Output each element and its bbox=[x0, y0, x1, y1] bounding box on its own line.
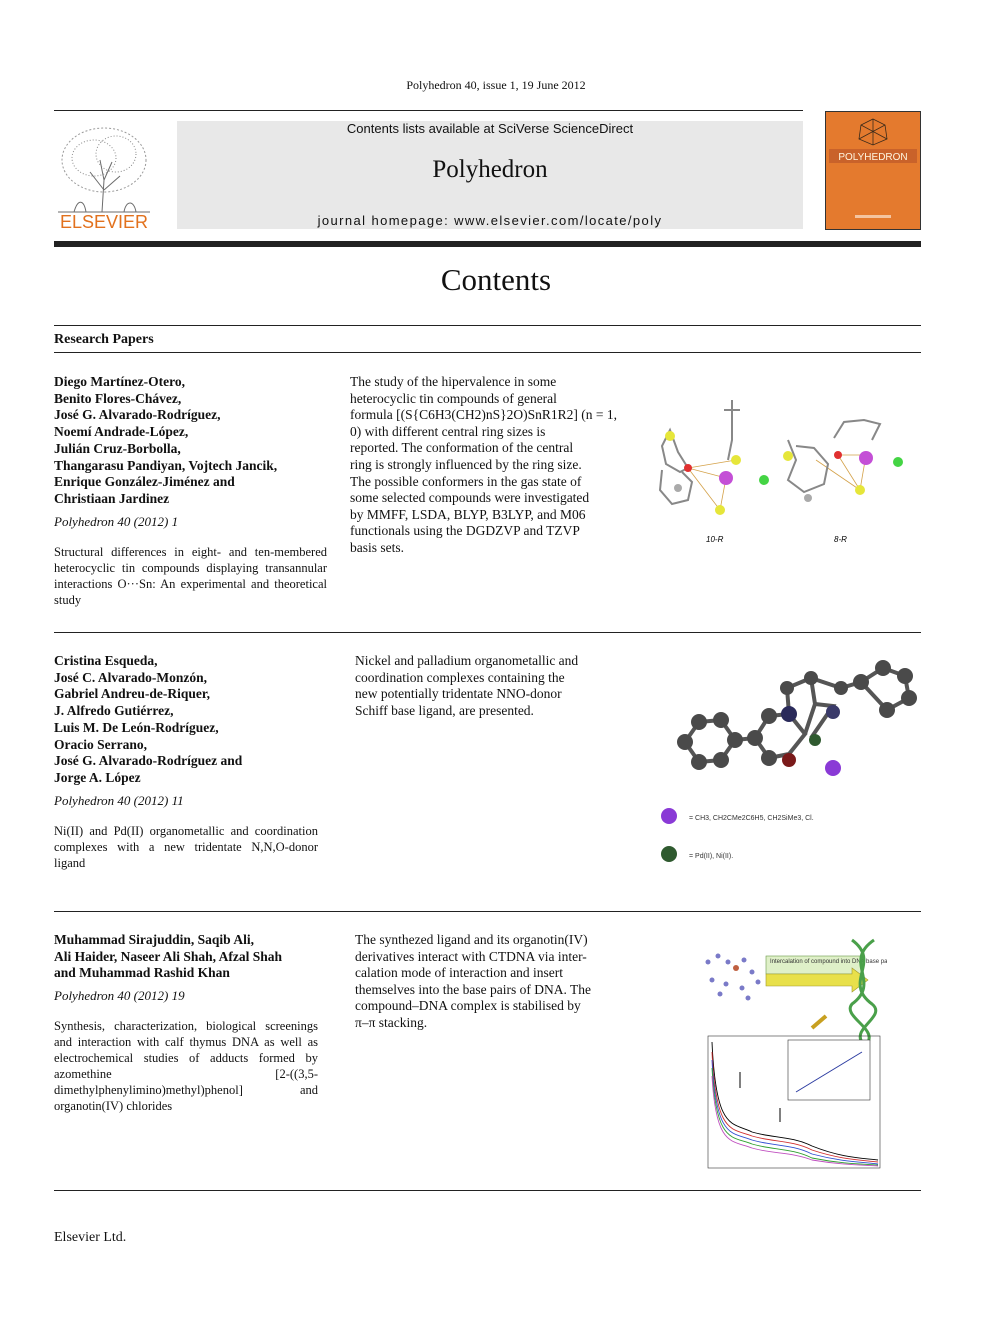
header-thick-rule bbox=[54, 241, 921, 247]
paper-3-graphical-abstract bbox=[692, 932, 887, 1172]
figure-label: 8-R bbox=[834, 535, 847, 544]
author[interactable]: Gabriel Andreu-de-Riquer, bbox=[54, 686, 211, 702]
author[interactable]: Oracio Serrano, bbox=[54, 736, 147, 752]
paper-3-meta bbox=[54, 932, 334, 1114]
paper-1-abstract: The study of the hipervalence in some heterocyclic tin compounds of general formula [(S{C6H3(CH2)nS}2O)SnR1R2] (n = 1, 0) with different central ring sizes is reported. The conformation of the central ring is strongly influenced by the ring size. The possible conformers in the gas state of some selected compounds were investigated by MMFF, LSDA, BLYP, B3LYP, and M06 functionals using the DGDZVP and TZVP basis sets. bbox=[350, 374, 617, 555]
section-rule-bottom bbox=[54, 352, 921, 353]
author[interactable]: José G. Alvarado-Rodríguez, bbox=[54, 407, 221, 423]
paper-1-meta bbox=[54, 374, 334, 608]
issue-line: Polyhedron 40, issue 1, 19 June 2012 bbox=[406, 78, 586, 92]
elsevier-logo bbox=[54, 120, 154, 230]
section-rule-top bbox=[54, 325, 921, 326]
availability-text: Contents lists available at SciVerse ScienceDirect bbox=[346, 121, 634, 136]
journal-title: Polyhedron bbox=[432, 156, 548, 183]
paper-2-graphical-abstract bbox=[655, 650, 920, 865]
author[interactable]: Julián Cruz-Borbolla, bbox=[54, 440, 181, 456]
tree-logo-icon bbox=[54, 120, 154, 230]
author[interactable]: and Muhammad Rashid Khan bbox=[54, 965, 230, 981]
header-rule bbox=[54, 110, 803, 111]
paper-3-reference[interactable]: Polyhedron 40 (2012) 19 bbox=[54, 988, 185, 1004]
author[interactable]: Noemí Andrade-López, bbox=[54, 424, 189, 440]
author[interactable]: Christiaan Jardinez bbox=[54, 490, 170, 506]
paper-3-abstract: The synthezed ligand and its organotin(IV) derivatives interact with CTDNA via inter- calation mode of interaction and insert themselves into the base pairs of DNA. The compound–DNA complex is stabilised by π–π stacking. bbox=[355, 932, 591, 1030]
paper-3-title[interactable]: Synthesis, characterization, biological screenings and interaction with calf thymus DNA as well as electrochemical studies of adducts formed by azomethine [2-((3,5-dimethylphenylimino)methyl)phenol] and organotin(IV) chlorides bbox=[54, 1019, 318, 1114]
author[interactable]: J. Alfredo Gutiérrez, bbox=[54, 703, 174, 719]
atom-markers bbox=[677, 660, 917, 776]
paper-3-authors bbox=[54, 932, 334, 982]
dna-helix-icon bbox=[850, 940, 876, 1042]
footer-publisher: Elsevier Ltd. bbox=[54, 1230, 127, 1245]
paper-2-reference[interactable]: Polyhedron 40 (2012) 11 bbox=[54, 792, 184, 808]
author[interactable]: Cristina Esqueda, bbox=[54, 653, 158, 668]
paper-1-authors bbox=[54, 374, 334, 508]
figure-label: 10-R bbox=[706, 535, 724, 544]
paper-2-meta bbox=[54, 653, 334, 871]
paper-2-title[interactable]: Ni(II) and Pd(II) organometallic and coordination complexes with a new tridentate N,N,O-donor ligand bbox=[54, 823, 318, 870]
paper-divider bbox=[54, 632, 921, 633]
cover-title: POLYHEDRON bbox=[838, 152, 908, 163]
author[interactable]: José C. Alvarado-Monzón, bbox=[54, 669, 207, 685]
legend-marker bbox=[661, 808, 677, 824]
author[interactable]: Muhammad Sirajuddin, Saqib Ali, bbox=[54, 932, 254, 947]
paper-divider bbox=[54, 911, 921, 912]
legend-marker bbox=[661, 846, 677, 862]
svg-text:ELSEVIER: ELSEVIER bbox=[59, 212, 149, 230]
molecule-cluster bbox=[706, 954, 761, 1001]
author[interactable]: Enrique González-Jiménez and bbox=[54, 474, 235, 490]
paper-divider bbox=[54, 1190, 921, 1191]
author[interactable]: José G. Alvarado-Rodríguez and bbox=[54, 753, 243, 769]
paper-1-graphical-abstract bbox=[648, 380, 918, 550]
paper-1-reference[interactable]: Polyhedron 40 (2012) 1 bbox=[54, 513, 179, 529]
journal-homepage[interactable]: journal homepage: www.elsevier.com/locate/poly bbox=[317, 213, 663, 228]
author[interactable]: Jorge A. López bbox=[54, 769, 141, 785]
author[interactable]: Ali Haider, Naseer Ali Shah, Afzal Shah bbox=[54, 948, 283, 964]
author[interactable]: Benito Flores-Chávez, bbox=[54, 390, 182, 406]
legend-text: = Pd(II), Ni(II). bbox=[689, 853, 734, 860]
legend-text: = CH3, CH2CMe2C6H5, CH2SiMe3, Cl. bbox=[689, 815, 814, 822]
journal-cover bbox=[825, 111, 921, 230]
page-title: Contents bbox=[440, 262, 552, 297]
author[interactable]: Thangarasu Pandiyan, Vojtech Jancik, bbox=[54, 457, 278, 473]
figure-label: Intercalation of compound into DNA base pair bbox=[770, 959, 887, 965]
paper-2-authors bbox=[54, 653, 334, 787]
atom-markers bbox=[665, 431, 903, 515]
paper-1-title[interactable]: Structural differences in eight- and ten-membered heterocyclic tin compounds displaying transannular interactions O···Sn: An experimental and theoretical study bbox=[54, 544, 327, 607]
author[interactable]: Luis M. De León-Rodríguez, bbox=[54, 719, 219, 735]
section-heading: Research Papers bbox=[54, 332, 154, 347]
author[interactable]: Diego Martínez-Otero, bbox=[54, 374, 185, 389]
paper-2-abstract: Nickel and palladium organometallic and coordination complexes containing the new potentially tridentate NNO-donor Schiff base ligand, are presented. bbox=[355, 653, 579, 718]
